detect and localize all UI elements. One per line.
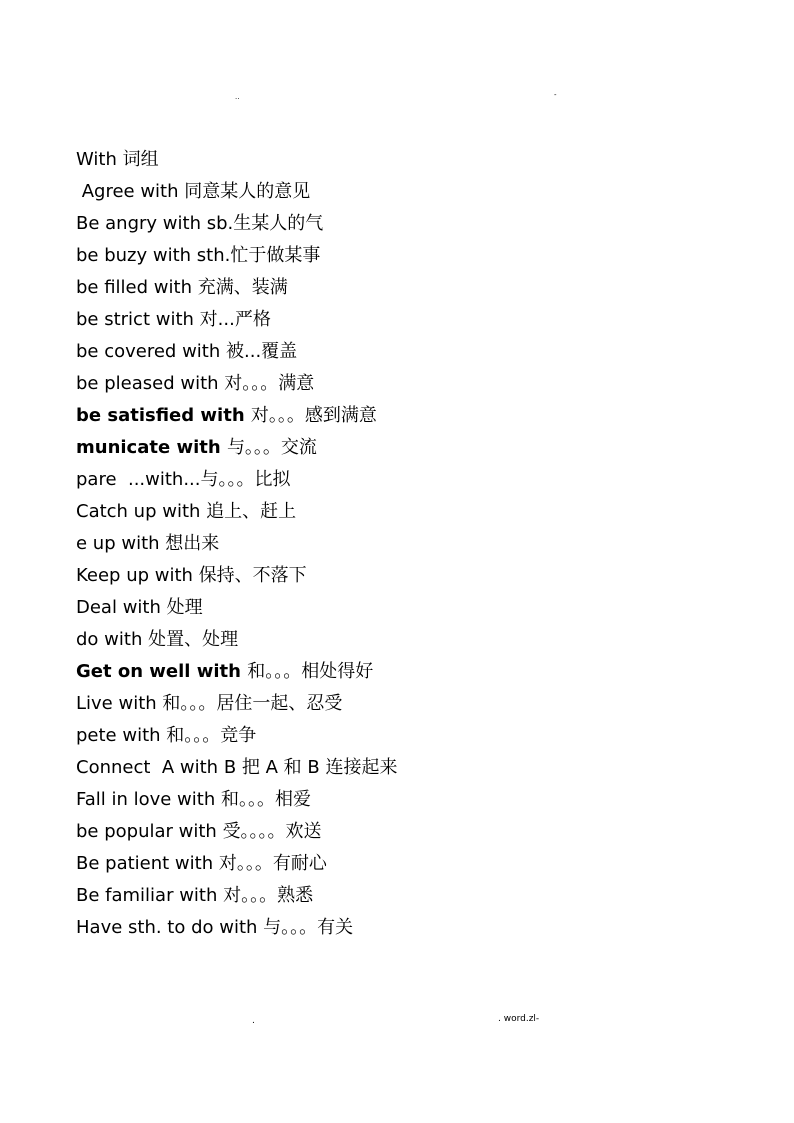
phrase-entry [76,592,716,624]
phrase-entry [76,816,716,848]
phrase-text: be buzy with sth. [76,245,231,266]
phrase-entry [76,912,716,944]
phrase-meaning: 保持、不落下 [198,565,307,586]
phrase-meaning: 把 A 和 B 连接起来 [241,757,398,778]
phrase-entry [76,784,716,816]
phrase-text: pare ...with... [76,469,201,490]
phrase-meaning: 和。。。相爱 [220,789,311,810]
phrase-entry [76,272,716,304]
phrase-meaning: 追上、赶上 [206,501,297,522]
phrase-meaning: 与。。。交流 [226,437,317,458]
phrase-entry [76,624,716,656]
phrase-entry [76,432,716,464]
phrase-text: be pleased with [76,373,225,394]
phrase-meaning: 被...覆盖 [226,341,298,362]
footer-right-mark: . word.zl- [498,1014,540,1024]
phrase-meaning: 充满、装满 [197,277,288,298]
phrase-text: Be familiar with [76,885,224,906]
phrase-text: Live with [76,693,163,714]
phrase-text: Fall in love with [76,789,221,810]
phrase-meaning: 对...严格 [199,309,271,330]
phrase-meaning: 对。。。熟悉 [223,885,314,906]
phrase-text: Be angry with sb. [76,213,234,234]
phrase-meaning: 处置、处理 [148,629,239,650]
phrase-meaning: 对。。。感到满意 [250,405,377,426]
phrase-text: municate with [76,437,227,458]
phrase-meaning: 生某人的气 [233,213,324,234]
phrase-entry [76,656,716,688]
phrase-meaning: 受。。。。欢送 [222,821,322,842]
document-title: With 词组 [76,149,159,170]
phrase-list [76,176,716,944]
phrase-text: pete with [76,725,167,746]
phrase-text: Connect A with B [76,757,242,778]
phrase-meaning: 对。。。满意 [224,373,315,394]
phrase-meaning: 和。。。相处得好 [247,661,374,682]
phrase-entry [76,176,716,208]
phrase-entry [76,464,716,496]
phrase-text: Keep up with [76,565,199,586]
phrase-entry [76,304,716,336]
header-right-mark: - [554,91,557,99]
phrase-meaning: 忙于做某事 [230,245,321,266]
phrase-text: be strict with [76,309,200,330]
phrase-meaning: 和。。。竞争 [166,725,257,746]
phrase-text: Agree with [76,181,185,202]
phrase-entry [76,496,716,528]
phrase-text: be satisfied with [76,405,251,426]
document-body [76,144,716,944]
phrase-entry [76,400,716,432]
phrase-entry [76,368,716,400]
phrase-meaning: 同意某人的意见 [184,181,311,202]
phrase-entry [76,880,716,912]
phrase-meaning: 与。。。比拟 [200,469,291,490]
phrase-text: e up with [76,533,166,554]
phrase-entry [76,560,716,592]
phrase-text: be popular with [76,821,223,842]
phrase-text: Be patient with [76,853,219,874]
phrase-entry [76,208,716,240]
phrase-meaning: 和。。。居住一起、忍受 [162,693,343,714]
phrase-text: Have sth. to do with [76,917,264,938]
phrase-entry [76,848,716,880]
phrase-entry [76,720,716,752]
phrase-meaning: 想出来 [165,533,220,554]
footer-left-mark: . [252,1016,255,1026]
phrase-entry [76,240,716,272]
phrase-meaning: 与。。。有关 [263,917,354,938]
phrase-text: be filled with [76,277,198,298]
phrase-entry [76,336,716,368]
phrase-text: do with [76,629,149,650]
header-left-mark: .. [235,93,240,101]
phrase-meaning: 对。。。有耐心 [218,853,327,874]
phrase-entry [76,528,716,560]
phrase-text: Catch up with [76,501,207,522]
phrase-meaning: 处理 [166,597,203,618]
phrase-text: Deal with [76,597,167,618]
phrase-entry [76,752,716,784]
phrase-text: be covered with [76,341,226,362]
phrase-text: Get on well with [76,661,248,682]
phrase-entry [76,688,716,720]
